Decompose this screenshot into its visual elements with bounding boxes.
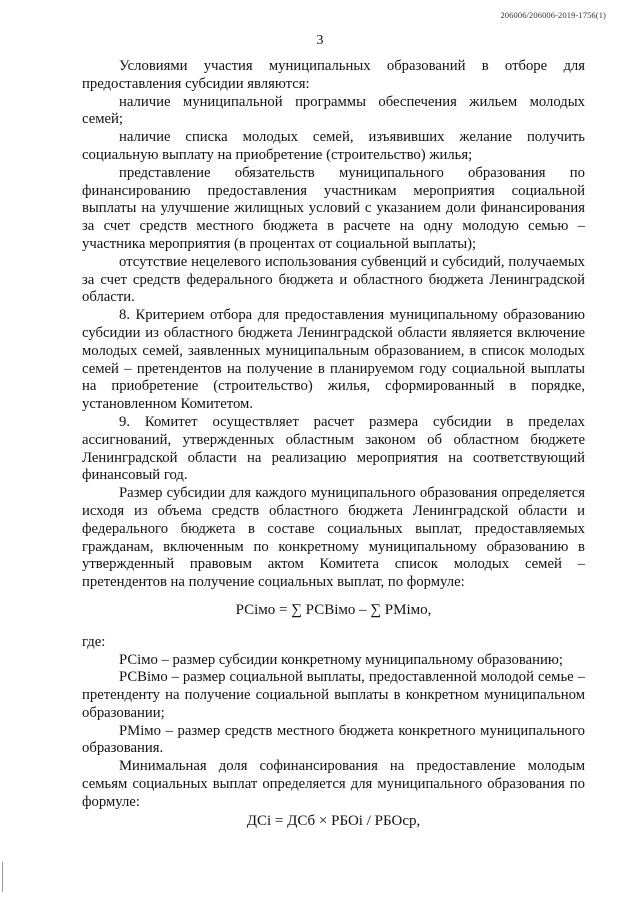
paragraph-condition-obligations: представление обязательств муниципального образования по финансированию предоставления участникам мероприятия социальной выплаты на улучшение жилищных условий с указанием доли финансирования за счет средств местного бюджета в расчете на одну молодую семью – участника мероприятия (в процентах от социальной выплаты); [82, 164, 585, 252]
page-number: 3 [316, 33, 324, 48]
definition-rs: РСiмо – размер субсидии конкретному муниципальному образованию; [119, 651, 563, 668]
paragraph-condition-list: наличие списка молодых семей, изъявивших желание получить социальную выплату на приобретение (строительство) жилья; [82, 129, 585, 163]
formula-min-share: ДСi = ДСб × РБОi / РБОср, [246, 812, 421, 829]
document-body [82, 58, 585, 830]
paragraph-condition-no-misuse: отсутствие нецелевого использования субвенций и субсидий, получаемых за счет средств федерального бюджета и областного бюджета Ленинградской области. [82, 253, 585, 306]
paragraph-min-share: Минимальная доля софинансирования на предоставление молодым семьям социальных выплат определяется для муниципального образования по формуле: [82, 758, 585, 810]
definition-rsv: РСВiмо – размер социальной выплаты, предоставленной молодой семье – претенденту на получение социальной выплаты в конкретном муниципальном образовании; [82, 669, 585, 721]
paragraph-condition-program: наличие муниципальной программы обеспечения жильем молодых семей; [82, 93, 585, 128]
scan-edge-mark [2, 862, 6, 892]
formula-subsidy: РСiмо = ∑ РСВiмо – ∑ РМiмо, [235, 601, 432, 618]
paragraph-conditions-intro: Условиями участия муниципальных образований в отборе для предоставления субсидии являются: [82, 58, 585, 92]
paragraph-item-9: 9. Комитет осуществляет расчет размера субсидии в пределах ассигнований, утвержденных областным законом об областном бюджете Ленинградской области на реализацию мероприятия на соответствующий финансовый год. [82, 413, 585, 484]
where-label: где: [82, 633, 106, 650]
document-id: 206006/206006-2019-1756(1) [500, 10, 606, 20]
paragraph-item-8: 8. Критерием отбора для предоставления муниципальному образованию субсидии из областного бюджета Ленинградской области являяется включение молодых семей, заявленных муниципальным образованием, в список молодых семей – претендентов на получение в планируемом году социальной выплаты на приобретение (строительство) жилья, сформированный в порядке, установленном Комитетом. [82, 307, 585, 413]
paragraph-subsidy-size: Размер субсидии для каждого муниципального образования определяется исходя из объема средств областного бюджета Ленинградской области и федерального бюджета в составе социальных выплат, предоставляемых гражданам, включенным по конкретному муниципальному образованию в утвержденный правовым актом Комитета список молодых семей – претендентов на получение социальных выплат, по формуле: [82, 485, 585, 591]
definition-rm: РМiмо – размер средств местного бюджета конкретного муниципального образования. [82, 722, 585, 757]
